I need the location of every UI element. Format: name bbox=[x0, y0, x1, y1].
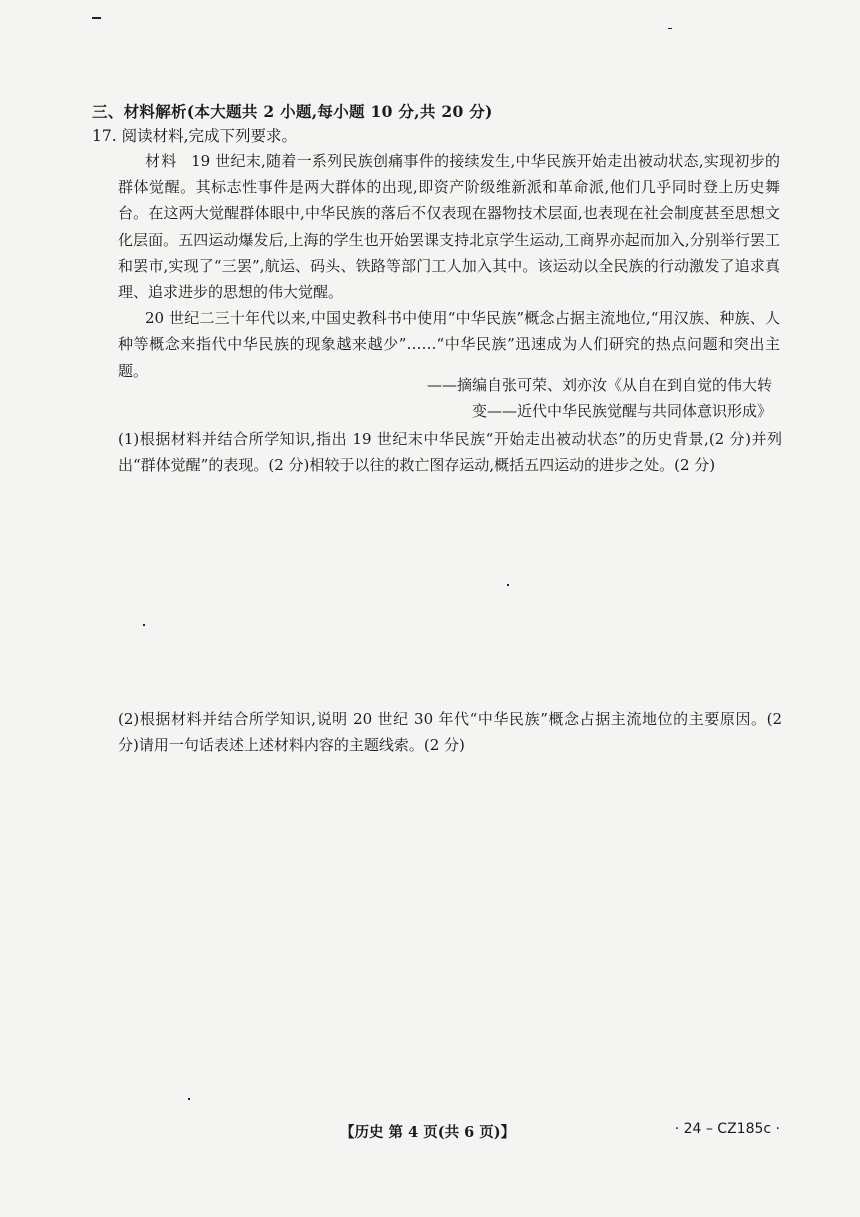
material-text-1: 19 世纪末,随着一系列民族创痛事件的接续发生,中华民族开始走出被动状态,实现初步的群体觉醒。其标志性事件是两大群体的出现,即资产阶级维新派和革命派,他们几乎同时登上历史舞台。在这两大觉醒群体眼中,中华民族的落后不仅表现在器物技术层面,也表现在社会制度甚至思想文化层面。五四运动爆发后,上海的学生也开始罢课支持北京学生运动,工商界亦起而加入,分别举行罢工和罢市,实现了“三罢”,航运、码头、铁路等部门工人加入其中。该运动以全民族的行动激发了追求真理、追求进步的思想的伟大觉醒。 bbox=[118, 152, 780, 302]
scan-mark bbox=[668, 28, 672, 29]
sub-question-1: (1)根据材料并结合所学知识,指出 19 世纪末中华民族“开始走出被动状态”的历史背景,(2 分)并列出“群体觉醒”的表现。(2 分)相较于以往的救亡图存运动,概括五四运动的进步之处。(2 分) bbox=[118, 430, 782, 474]
exam-code: · 24 – CZ185c · bbox=[674, 1121, 780, 1137]
material-block bbox=[118, 148, 780, 384]
scan-dot bbox=[143, 624, 145, 626]
material-paragraph-2: 20 世纪二三十年代以来,中国史教科书中使用“中华民族”概念占据主流地位,“用汉族、种族、人种等概念来指代中华民族的现象越来越少”……“中华民族”迅速成为人们研究的热点问题和突出主题。 bbox=[118, 309, 780, 380]
material-paragraph-1 bbox=[118, 148, 780, 305]
source-line-2: 变——近代中华民族觉醒与共同体意识形成》 bbox=[471, 402, 772, 420]
section-title: 三、材料解析(本大题共 2 小题,每小题 10 分,共 20 分) bbox=[92, 102, 493, 121]
scan-mark bbox=[92, 17, 101, 19]
question-title: 17. 阅读材料,完成下列要求。 bbox=[92, 127, 298, 145]
scan-dot bbox=[188, 1098, 190, 1100]
page-number: 【历史 第 4 页(共 6 页)】 bbox=[340, 1124, 516, 1141]
scan-dot bbox=[507, 584, 509, 586]
source-line-1: ——摘编自张可荣、刘亦汝《从自在到自觉的伟大转 bbox=[426, 376, 772, 394]
material-source bbox=[412, 372, 772, 424]
material-label: 材料 bbox=[145, 152, 178, 170]
sub-question-2: (2)根据材料并结合所学知识,说明 20 世纪 30 年代“中华民族”概念占据主流地位的主要原因。(2 分)请用一句话表述上述材料内容的主题线索。(2 分) bbox=[118, 710, 782, 754]
